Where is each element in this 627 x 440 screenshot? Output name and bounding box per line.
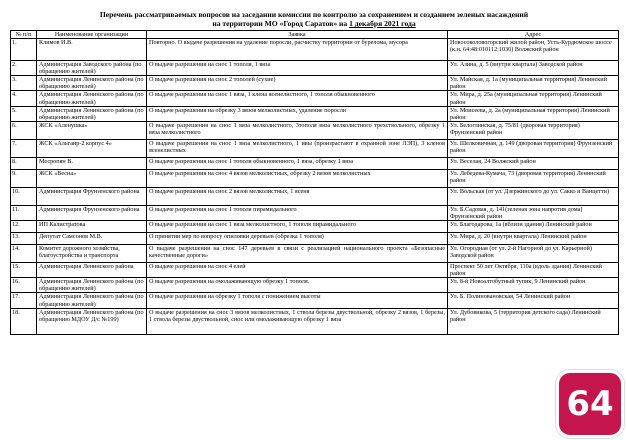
row-address: Ул. Огородная (от ул. 2-й Нагорной до ул. Карьерной) Заводской район (448, 245, 619, 263)
row-org: Климов И.В. (37, 39, 147, 61)
title-line-1: Перечень рассматриваемых вопросов на заседании комиссии по контролю за сохранением и созданием зеленых насаждений (99, 10, 529, 19)
table-row (11, 121, 619, 139)
table-row (11, 187, 619, 205)
row-request: О выдаче разрешения на обрезку 1 тополя с понижением высоты (147, 293, 448, 308)
table-row (11, 76, 619, 91)
row-num: 4. (11, 91, 37, 106)
row-org: ИП Калистратова (37, 221, 147, 233)
table-row (11, 39, 619, 61)
row-num: 11. (11, 205, 37, 220)
row-org: Администрация Ленинского района (по обращению жителей) (37, 278, 147, 293)
row-num: 9. (11, 169, 37, 187)
row-request: О выдаче разрешения на снос 1 вяза мелколистного, 1 тополя пирамидального (147, 221, 448, 233)
row-request: О выдаче разрешения на снос 1 вяза, 1 клена ясенелистного, 1 тополя обыкновенного (147, 91, 448, 106)
row-org: Администрация Фрунзенского района (37, 205, 147, 220)
table-row (11, 233, 619, 245)
row-num: 17. (11, 293, 37, 308)
row-request: О выдаче разрешения на омолаживающую обрезку 1 тополя. (147, 278, 448, 293)
row-address: Ул. Дубовикова, 5 (территория детского сада) Ленинский район (448, 308, 619, 334)
row-num: 16. (11, 278, 37, 293)
row-org: Месропян В. (37, 157, 147, 169)
row-address: Ул. Лебедева-Кумача, 73 (дворовая территория) Ленинский район (448, 169, 619, 187)
row-request: О выдаче разрешения на снос 4 вязов мелколистных, обрезку 2 вязов мелколистных (147, 169, 448, 187)
row-address: Ул. Благодарова, 1а (вблизи здания) Ленинский район (448, 221, 619, 233)
header-address: Адрес (448, 31, 619, 39)
table-body (11, 39, 619, 335)
row-org: Комитет дорожного хозяйства, благоустройства и транспорта (37, 245, 147, 263)
logo-64-badge (556, 370, 624, 438)
row-request: О выдаче разрешения на снос 1 вяза мелколистного, 3тополя вяза мелколистного трехствольного, обрезку 1 вяза мелколистного (147, 121, 448, 139)
row-request: О выдаче разрешения на снос 147 деревьев в связи с реализацией национального проекта «Безопасные качественные дороги» (147, 245, 448, 263)
row-address: Ул. Азина, д. 5 (внутри квартала) Заводской район (448, 61, 619, 76)
row-request: О выдаче разрешения на снос 1 тополя обыкновенного, 1 вяза, обрезку 1 вяза (147, 157, 448, 169)
row-num: 1. (11, 39, 37, 61)
row-num: 10. (11, 187, 37, 205)
row-org: Администрация Ленинского района (по обращению МДОУ Д/с №199) (37, 308, 147, 334)
row-address: Ул. 8-й Новоалтобутный тупик, 9 Ленинский район (448, 278, 619, 293)
table-row (11, 263, 619, 278)
row-address: Ул. Б.Садовая, д. 141(зеленая зона напротив дома) Фрунзенский район (448, 205, 619, 220)
row-num: 7. (11, 139, 37, 157)
table-row (11, 157, 619, 169)
row-address: Ул. Мира, д. 25а (муниципальная территория) Ленинский район (448, 91, 619, 106)
row-org: Администрация Заводского района (по обращению жителей) (37, 61, 147, 76)
row-address: Ул. Вольская (от ул. Дзержинского до ул. Сакко и Ванцетти) (448, 187, 619, 205)
table-row (11, 293, 619, 308)
row-num: 6. (11, 121, 37, 139)
row-address: Проспект 50 лет Октября, 110а (вдоль здания) Ленинский район (448, 263, 619, 278)
document-page (10, 10, 618, 335)
row-request: О выдаче разрешения на снос 4 елей (147, 263, 448, 278)
logo-text: 64 (566, 384, 614, 424)
row-org: Депутат Самсонов М.В. (37, 233, 147, 245)
header-org: Наименование организации (37, 31, 147, 39)
table-row (11, 169, 619, 187)
row-num: 3. (11, 76, 37, 91)
row-request: О выдаче разрешения на снос 2 вязов мелколистных, 1 ясеня (147, 187, 448, 205)
table-header-row (11, 31, 619, 39)
row-org: ЖСК «Аленушка» (37, 121, 147, 139)
row-request: О выдаче разрешения на обрезку 3 вязов мелколистных, удаление поросли (147, 106, 448, 121)
row-address: Ул. Б. Полиновановская, 54 Ленинский район (448, 293, 619, 308)
row-org: Администрация Ленинского района (37, 263, 147, 278)
row-num: 18. (11, 308, 37, 334)
row-request: О выдаче разрешения на снос 1 тополя, 1 вяза (147, 61, 448, 76)
title-date: 1 декабря 2021 года (349, 19, 416, 28)
row-request: О выдаче разрешения на снос 1 тополя пирамидального (147, 205, 448, 220)
row-org: ЖСК «Альтаир-2 корпус 4» (37, 139, 147, 157)
row-org: Администрация Ленинского района (по обращению жителей) (37, 91, 147, 106)
row-request: О выдаче разрешения на снос 1 вяза мелколистного, 1 ивы (произрастают в охранной зоне ЛЭП), 3 кленов ясенелистных (147, 139, 448, 157)
row-request: О принятии мер по вопросу опиловки деревьев (обрезка 1 тополя) (147, 233, 448, 245)
row-org: Администрация Ленинского района (по обращению жителей) (37, 293, 147, 308)
header-num: № п/п (11, 31, 37, 39)
row-org: Администрация Ленинского района (по обращению жителей) (37, 106, 147, 121)
title-line-2 (10, 19, 618, 28)
row-request: Повторно. О выдаче разрешения на удаление поросли, расчистку территории от бурелома, мусора (147, 39, 448, 61)
row-address: Новосоколовогорский жилой район, Усть-Курдюмское шоссе (к.н. 64:48:010112:1030) Волжский район (448, 39, 619, 61)
row-address: Ул. Шелковичная, д. 149 (дворовая территория) Фрунзенский район (448, 139, 619, 157)
table-row (11, 91, 619, 106)
table-row (11, 221, 619, 233)
row-org: Администрация Ленинского района (по обращению жителей) (37, 76, 147, 91)
row-address: Ул. Веселая, 24 Волжский район (448, 157, 619, 169)
row-num: 15. (11, 263, 37, 278)
table-row (11, 278, 619, 293)
table-row (11, 205, 619, 220)
row-num: 5. (11, 106, 37, 121)
row-address: Ул. Моисеева, д. 2а (муниципальная территория) Ленинский район (448, 106, 619, 121)
row-num: 12. (11, 221, 37, 233)
row-num: 8. (11, 157, 37, 169)
document-title (10, 10, 618, 28)
row-num: 13. (11, 233, 37, 245)
table-row (11, 308, 619, 334)
row-org: Администрация Фрунзенского района (37, 187, 147, 205)
row-num: 2. (11, 61, 37, 76)
title-prefix: на территории МО «Город Саратов» на (212, 19, 348, 28)
table-row (11, 106, 619, 121)
header-request: Заявка (147, 31, 448, 39)
row-address: Ул. Мира, д. 20 (внутри квартала) Ленинский район (448, 233, 619, 245)
table-row (11, 245, 619, 263)
row-request: О выдаче разрешения на снос 3 вязов мелколистных, 1 ствола березы двуствольной, обрезку 2 вязов, 1 березы, 1 ствола березы двуствольной, снос или омолаживающую обрезку 1 вяза (147, 308, 448, 334)
row-address: Ул. Майская, д. 1а (муниципальная территория) Ленинский район (448, 76, 619, 91)
row-num: 14. (11, 245, 37, 263)
row-address: Ул. Белоглинская, д. 75/81 (дворовая территория) Фрунзенский район (448, 121, 619, 139)
table-row (11, 139, 619, 157)
row-request: О выдаче разрешения на снос 2 тополей (сухие) (147, 76, 448, 91)
row-org: ЖСК «Весна» (37, 169, 147, 187)
table-row (11, 61, 619, 76)
requests-table (10, 30, 619, 335)
